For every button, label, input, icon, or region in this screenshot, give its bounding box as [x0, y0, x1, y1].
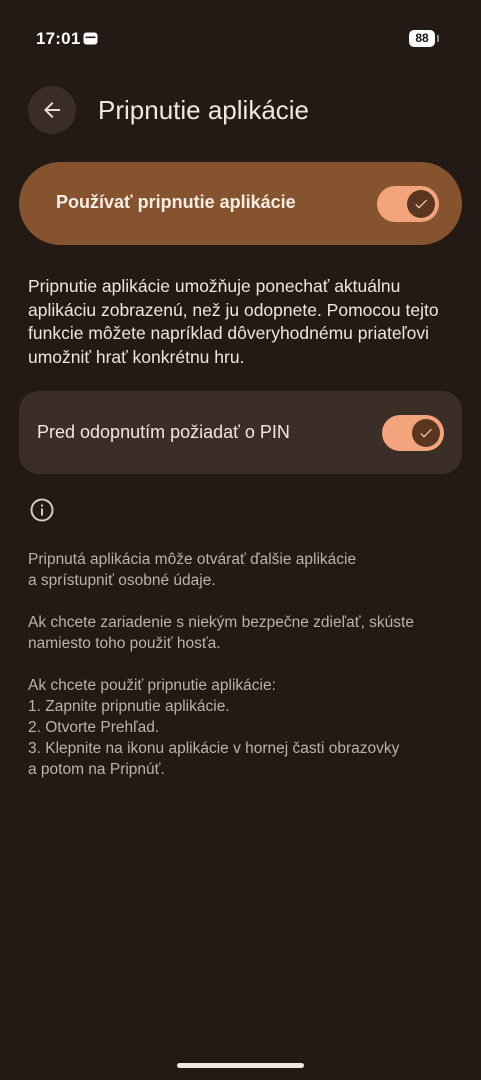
ask-pin-toggle-row[interactable] — [19, 391, 462, 474]
use-app-pinning-switch[interactable] — [377, 186, 439, 222]
info-icon — [29, 497, 55, 523]
top-app-bar — [0, 86, 481, 134]
footer-line: 1. Zapnite pripnutie aplikácie. — [28, 698, 230, 715]
footer-paragraph-3 — [28, 675, 458, 780]
footer-line: 3. Klepnite na ikonu aplikácie v hornej časti obrazovky — [28, 740, 400, 757]
footer-line: Pripnutá aplikácia môže otvárať ďalšie aplikácie — [28, 551, 357, 568]
check-icon — [418, 425, 434, 441]
use-app-pinning-label: Používať pripnutie aplikácie — [56, 192, 296, 212]
footer-line: Ak chcete zariadenie s niekým bezpečne zdieľať, skúste — [28, 614, 414, 631]
app-pinning-description: Pripnutie aplikácie umožňuje ponechať aktuálnu aplikáciu zobrazenú, než ju odopnete. Pomocou tejto funkcie môžete napríklad dôveryhodnému priateľovi umožniť hrať konkrétnu hru. — [28, 276, 439, 367]
battery-level: 88 — [409, 30, 435, 47]
footer-line: namiesto toho použiť hosťa. — [28, 635, 221, 652]
status-bar — [0, 0, 481, 78]
use-app-pinning-toggle-row[interactable] — [19, 162, 462, 245]
arrow-left-icon — [40, 98, 64, 122]
ask-pin-switch[interactable] — [382, 415, 444, 451]
notification-card-icon — [83, 32, 98, 45]
footer-line: a potom na Pripnúť. — [28, 761, 165, 778]
footer-paragraph-1 — [28, 549, 458, 591]
switch-thumb — [412, 419, 440, 447]
footer-paragraph-2 — [28, 612, 458, 654]
page-title: Pripnutie aplikácie — [98, 95, 310, 125]
check-icon — [413, 196, 429, 212]
status-time: 17:01 — [36, 29, 81, 48]
back-button[interactable] — [28, 86, 76, 134]
home-gesture-bar[interactable] — [177, 1063, 304, 1068]
ask-pin-label: Pred odopnutím požiadať o PIN — [37, 422, 290, 442]
footer-line: a sprístupniť osobné údaje. — [28, 572, 216, 589]
footer-line: 2. Otvorte Prehľad. — [28, 719, 160, 736]
battery-indicator — [409, 30, 439, 48]
footer-line: Ak chcete použiť pripnutie aplikácie: — [28, 677, 276, 694]
battery-cap — [437, 35, 439, 42]
switch-thumb — [407, 190, 435, 218]
